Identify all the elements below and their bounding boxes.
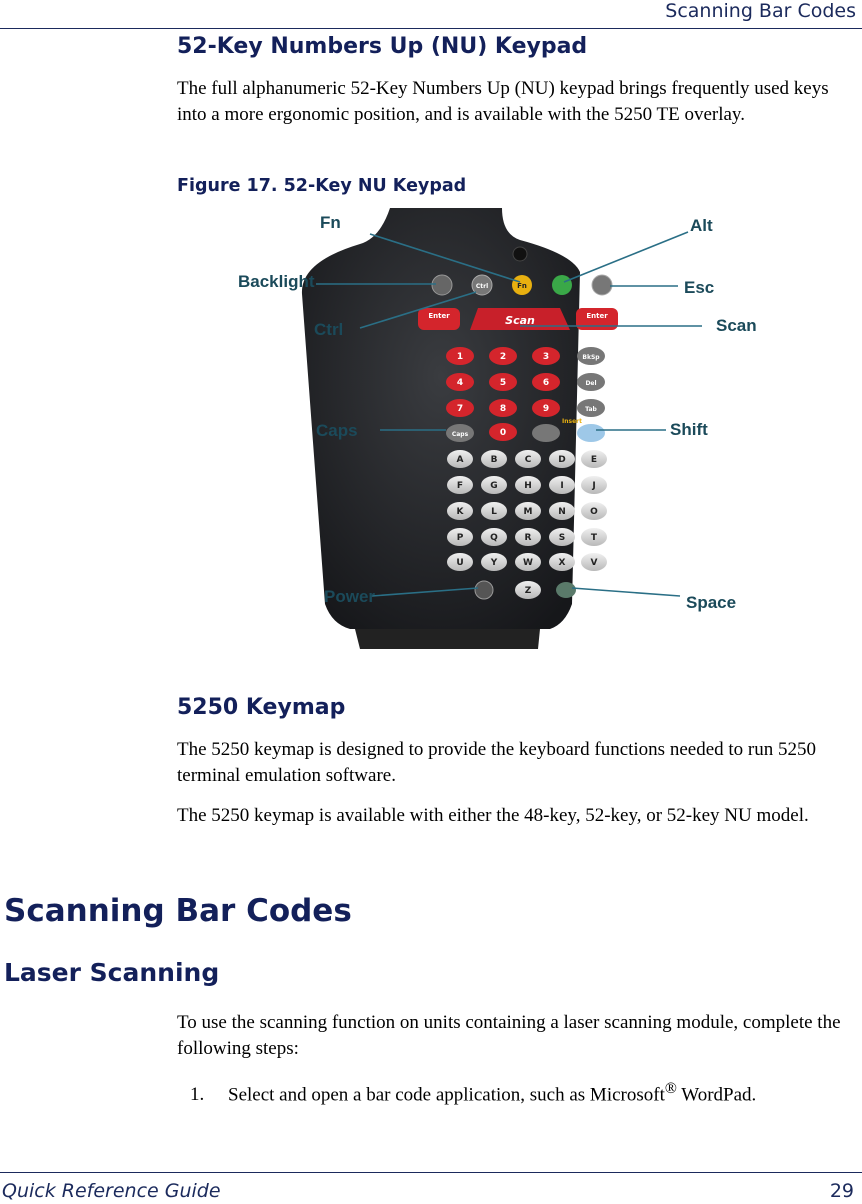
callout-alt: Alt [690,216,713,235]
alt-key [552,275,572,295]
footer-rule [0,1172,862,1173]
scanning-heading: Scanning Bar Codes [4,893,352,929]
shift-key [577,424,605,442]
keymap-heading: 5250 Keymap [177,695,346,720]
enter-right-label: Enter [586,312,608,320]
callout-power: Power [324,587,376,606]
step-text-end: WordPad. [676,1084,757,1106]
running-header: Scanning Bar Codes [665,0,856,22]
header-rule [0,28,862,29]
svg-text:U: U [456,558,464,568]
enter-left-label: Enter [428,312,450,320]
registered-mark: ® [664,1080,677,1097]
led-indicator [513,247,527,261]
svg-text:H: H [524,481,532,491]
callout-ctrl: Ctrl [314,320,344,339]
svg-text:S: S [558,533,566,543]
keymap-paragraph-1: The 5250 keymap is designed to provide the keyboard functions needed to run 5250 terminal emulation software. [177,739,816,786]
callout-esc: Esc [684,278,715,297]
callout-backlight: Backlight [238,272,315,291]
svg-text:N: N [558,507,566,517]
step-1 [190,1080,756,1106]
dot-key [532,424,560,442]
callout-caps: Caps [316,421,358,440]
svg-text:F: F [456,481,464,491]
svg-text:3: 3 [542,352,550,362]
svg-text:E: E [590,455,598,465]
svg-text:8: 8 [499,404,507,414]
space-key [556,582,576,598]
backlight-key [432,275,452,295]
svg-text:Z: Z [524,586,532,596]
device-bottom [355,629,540,649]
svg-text:D: D [558,455,566,465]
svg-text:P: P [456,533,464,543]
svg-text:B: B [490,455,498,465]
keymap-paragraph-2: The 5250 keymap is available with either the 48-key, 52-key, or 52-key NU model. [177,805,809,826]
power-key [475,581,493,599]
svg-text:T: T [590,533,598,543]
svg-text:O: O [590,507,598,517]
svg-text:X: X [558,558,566,568]
scan-key-label: Scan [505,314,535,327]
svg-text:0: 0 [499,428,507,438]
svg-text:2: 2 [499,352,507,362]
svg-text:R: R [524,533,532,543]
callout-shift: Shift [670,420,708,439]
esc-key [592,275,612,295]
step-number: 1. [190,1084,205,1106]
del-label: Del [585,380,597,387]
svg-text:W: W [523,558,533,568]
callout-space: Space [686,593,737,612]
svg-text:A: A [456,455,464,465]
callout-fn: Fn [320,213,341,232]
fn-key-label: Fn [517,282,527,290]
svg-text:1: 1 [456,352,464,362]
svg-text:M: M [523,507,533,517]
svg-text:I: I [560,481,564,491]
footer-guide-title: Quick Reference Guide [2,1180,221,1202]
scanning-intro: To use the scanning function on units containing a laser scanning module, complete the following steps: [177,1012,841,1059]
tab-label: Tab [585,406,597,413]
svg-text:G: G [490,481,498,491]
insert-label: Insert [562,418,582,425]
step-text: Select and open a bar code application, such as Microsoft [228,1084,665,1106]
svg-text:4: 4 [456,378,464,388]
caps-key-label: Caps [451,431,469,438]
page-number: 29 [829,1180,854,1202]
svg-text:7: 7 [456,404,464,414]
ctrl-key-label: Ctrl [475,283,489,290]
laser-scanning-heading: Laser Scanning [4,958,220,987]
svg-text:9: 9 [542,404,550,414]
svg-text:Y: Y [490,558,498,568]
bksp-label: BkSp [582,354,600,361]
keypad-figure [220,204,780,654]
svg-text:5: 5 [499,378,507,388]
svg-text:J: J [592,481,596,491]
nu-keypad-paragraph: The full alphanumeric 52-Key Numbers Up (NU) keypad brings frequently used keys into a more ergonomic position, and is available with the 5250 TE overlay. [177,78,829,125]
svg-text:Q: Q [490,533,498,543]
callout-scan: Scan [716,316,757,335]
figure-caption: Figure 17. 52-Key NU Keypad [177,176,467,196]
nu-keypad-heading: 52-Key Numbers Up (NU) Keypad [177,34,588,59]
svg-text:6: 6 [542,378,550,388]
svg-text:L: L [491,507,497,517]
svg-text:C: C [524,455,532,465]
svg-text:K: K [456,507,464,517]
svg-text:V: V [590,558,598,568]
